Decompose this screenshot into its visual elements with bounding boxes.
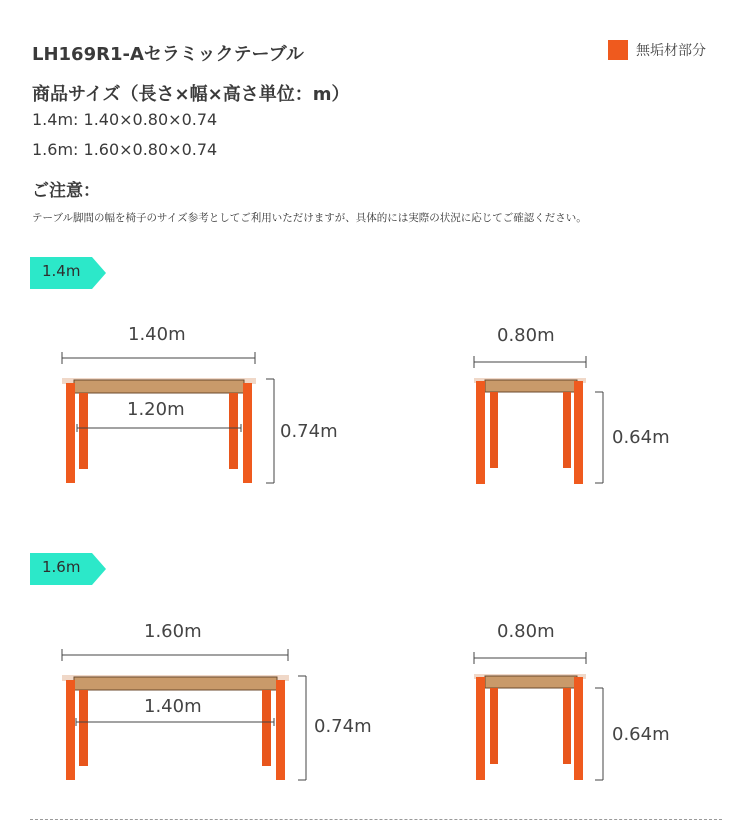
note-text: テーブル脚間の幅を椅子のサイズ参考としてご利用いただけますが、具体的には実際の状況に応じてご確認ください。 (32, 212, 587, 224)
size-heading: 商品サイズ（長さ×幅×高さ単位：m） (32, 84, 350, 105)
side-view-1-6m (474, 652, 603, 780)
spec-1-4m: 1.4m: 1.40×0.80×0.74 (32, 110, 218, 129)
front-inner-width-label: 1.40m (144, 696, 202, 717)
front-total-width-label: 1.60m (144, 621, 202, 642)
front-height-label: 0.74m (280, 421, 338, 442)
side-width-label: 0.80m (497, 325, 555, 346)
side-height-label: 0.64m (612, 427, 670, 448)
side-width-label: 0.80m (497, 621, 555, 642)
legend-label: 無垢材部分 (636, 43, 706, 59)
front-inner-width-label: 1.20m (127, 399, 185, 420)
note-heading: ご注意： (32, 181, 100, 201)
section-tag-1-6m (30, 553, 106, 585)
front-height-label: 0.74m (314, 716, 372, 737)
bottom-divider (30, 819, 722, 820)
section-tag-label: 1.4m (42, 262, 81, 280)
front-total-width-label: 1.40m (128, 324, 186, 345)
product-title: LH169R1-Aセラミックテーブル (32, 44, 304, 65)
side-view-1-4m (474, 356, 603, 484)
spec-1-6m: 1.6m: 1.60×0.80×0.74 (32, 140, 218, 159)
section-tag-label: 1.6m (42, 558, 81, 576)
side-height-label: 0.64m (612, 724, 670, 745)
